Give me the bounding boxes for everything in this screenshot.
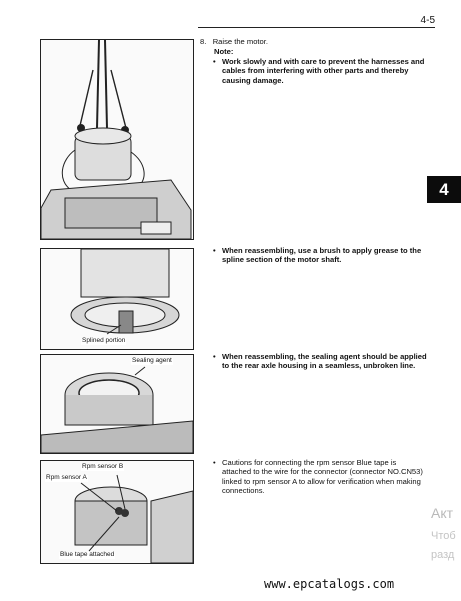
watermark: www.epcatalogs.com (264, 577, 395, 591)
step-number: 8. (200, 37, 207, 46)
caption-blue-tape: Blue tape attached (60, 551, 115, 558)
note-label: Note: (214, 47, 234, 56)
caption-splined-portion: Splined portion (82, 337, 126, 344)
os-activation-line1: Акт (431, 505, 454, 521)
bullet-grease (213, 246, 427, 265)
caption-rpm-sensor-b: Rpm sensor B (82, 463, 124, 470)
caption-rpm-sensor-a: Rpm sensor A (46, 474, 87, 481)
bullet-rpm-sensor (213, 458, 427, 495)
figure-sealing (40, 354, 194, 454)
bullet-dot: • (213, 458, 216, 467)
figure-motor-raise (40, 39, 194, 240)
note-bullet (213, 57, 427, 85)
header-rule (198, 27, 435, 28)
note-bullet-text: Work slowly and with care to prevent the harnesses and cables from interfering with other parts and thereby causing damage. (222, 57, 425, 85)
page-number: 4-5 (420, 15, 435, 26)
caption-sealing-agent: Sealing agent (132, 357, 172, 364)
bullet-sealing-text: When reassembling, the sealing agent should be applied to the rear axle housing in a seamless, unbroken line. (222, 352, 427, 371)
figure-spline (40, 248, 194, 350)
section-tab: 4 (427, 176, 461, 203)
bullet-dot: • (213, 57, 216, 66)
step-text: Raise the motor. (212, 37, 268, 46)
bullet-rpm-sensor-text: Cautions for connecting the rpm sensor Blue tape is attached to the wire for the connector (connector NO.CN53) linked to rpm sensor A to allow for verification when making connections. (222, 458, 423, 495)
bullet-sealing (213, 352, 427, 371)
os-activation-line2: Чтоб (431, 530, 456, 542)
step-8 (200, 37, 430, 46)
figure-rpm-sensor (40, 460, 194, 564)
bullet-dot: • (213, 352, 216, 361)
bullet-grease-text: When reassembling, use a brush to apply grease to the spline section of the motor shaft. (222, 246, 422, 265)
bullet-dot: • (213, 246, 216, 255)
os-activation-line3: разд (431, 549, 455, 561)
